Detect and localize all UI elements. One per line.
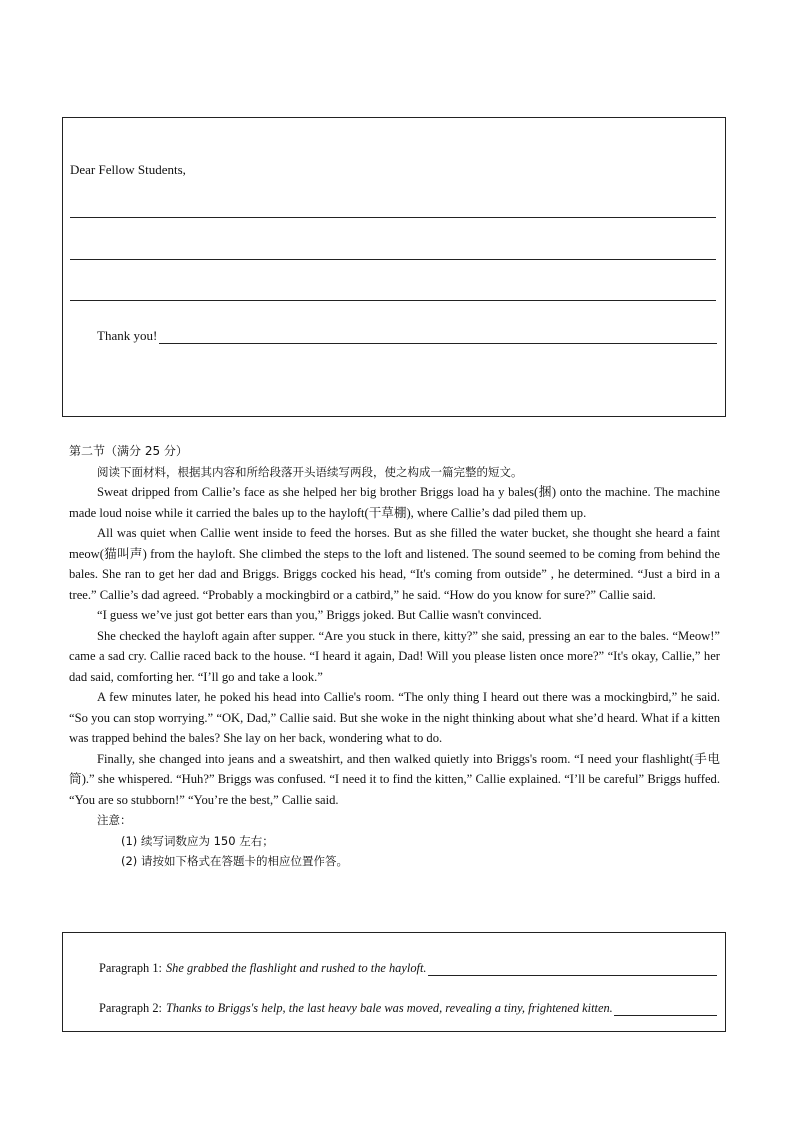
writing-line[interactable] xyxy=(614,1003,717,1016)
letter-closing-row xyxy=(97,328,717,344)
writing-line[interactable] xyxy=(159,331,717,344)
paragraph-1-row xyxy=(99,961,717,976)
letter-greeting: Dear Fellow Students, xyxy=(70,162,186,177)
paragraph-answer-box xyxy=(62,932,726,1032)
letter-answer-box xyxy=(62,117,726,417)
section-title: 第二节（满分 25 分） xyxy=(69,444,188,458)
note-item: (1) 续写词数应为 150 左右； xyxy=(121,833,274,848)
story-paragraph: All was quiet when Callie went inside to feed the horses. But as she filled the water bucket, she thought she heard a faint meow(猫叫声) from the hayloft. She climbed the steps to the loft and listened. The sound seemed to be coming from behind the bales. She ran to get her dad and Briggs. Briggs cocked his head, “It's coming from outside” , he determined. “Just a bird in a tree.” Callie’s dad agreed. “Probably a mockingbird or a catbird,” he said. “How do you know for sure?” Callie said. xyxy=(69,526,720,602)
story-paragraph: She checked the hayloft again after supper. “Are you stuck in there, kitty?” she said, pressing an ear to the bales. “Meow!” came a sad cry. Callie raced back to the house. “I heard it again, Dad! Will you please listen once more?” “It's okay, Callie,” her dad said, comforting her. “I’ll go and take a look.” xyxy=(69,628,720,684)
story-paragraph: Sweat dripped from Callie’s face as she helped her big brother Briggs load ha y bales(捆) onto the machine. The machine made loud noise while it carried the bales up to the hayloft(干草棚), where Callie’s dad piled them up. xyxy=(69,485,720,520)
story-paragraph: A few minutes later, he poked his head into Callie's room. “The only thing I heard out there was a mockingbird,” he said. “So you can stop worrying.” “OK, Dad,” Callie said. But she woke in the night thinking about what she’d heard. What if a kitten was trapped behind the bales? She lay on her back, wondering what to do. xyxy=(69,690,720,745)
story-paragraph: Finally, she changed into jeans and a sweatshirt, and then walked quietly into Briggs's room. “I need your flashlight(手电筒).” she whispered. “Huh?” Briggs was confused. “I need it to find the kitten,” Callie explained. “I’ll be careful” Briggs huffed. “You are so stubborn!” “You’re the best,” Callie said. xyxy=(69,751,720,807)
writing-line[interactable] xyxy=(70,300,716,301)
paragraph-2-row xyxy=(99,1001,717,1016)
paragraph-1-opening: She grabbed the flashlight and rushed to the hayloft. xyxy=(165,961,427,975)
letter-closing: Thank you! xyxy=(97,328,158,343)
paragraph-1-label: Paragraph 1: xyxy=(99,961,162,975)
section-instruction: 阅读下面材料，根据其内容和所给段落开头语续写两段，使之构成一篇完整的短文。 xyxy=(97,464,523,479)
note-title: 注意： xyxy=(97,813,132,827)
writing-line[interactable] xyxy=(428,963,718,976)
paragraph-2-opening: Thanks to Briggs's help, the last heavy bale was moved, revealing a tiny, frightened kitten. xyxy=(165,1001,613,1015)
writing-line[interactable] xyxy=(70,217,716,218)
note-item: (2) 请按如下格式在答题卡的相应位置作答。 xyxy=(121,854,348,868)
paragraph-2-label: Paragraph 2: xyxy=(99,1001,162,1015)
writing-line[interactable] xyxy=(70,259,716,260)
continuation-writing-section xyxy=(69,441,720,872)
story-paragraph: “I guess we’ve just got better ears than you,” Briggs joked. But Callie wasn't convinced. xyxy=(97,608,542,622)
